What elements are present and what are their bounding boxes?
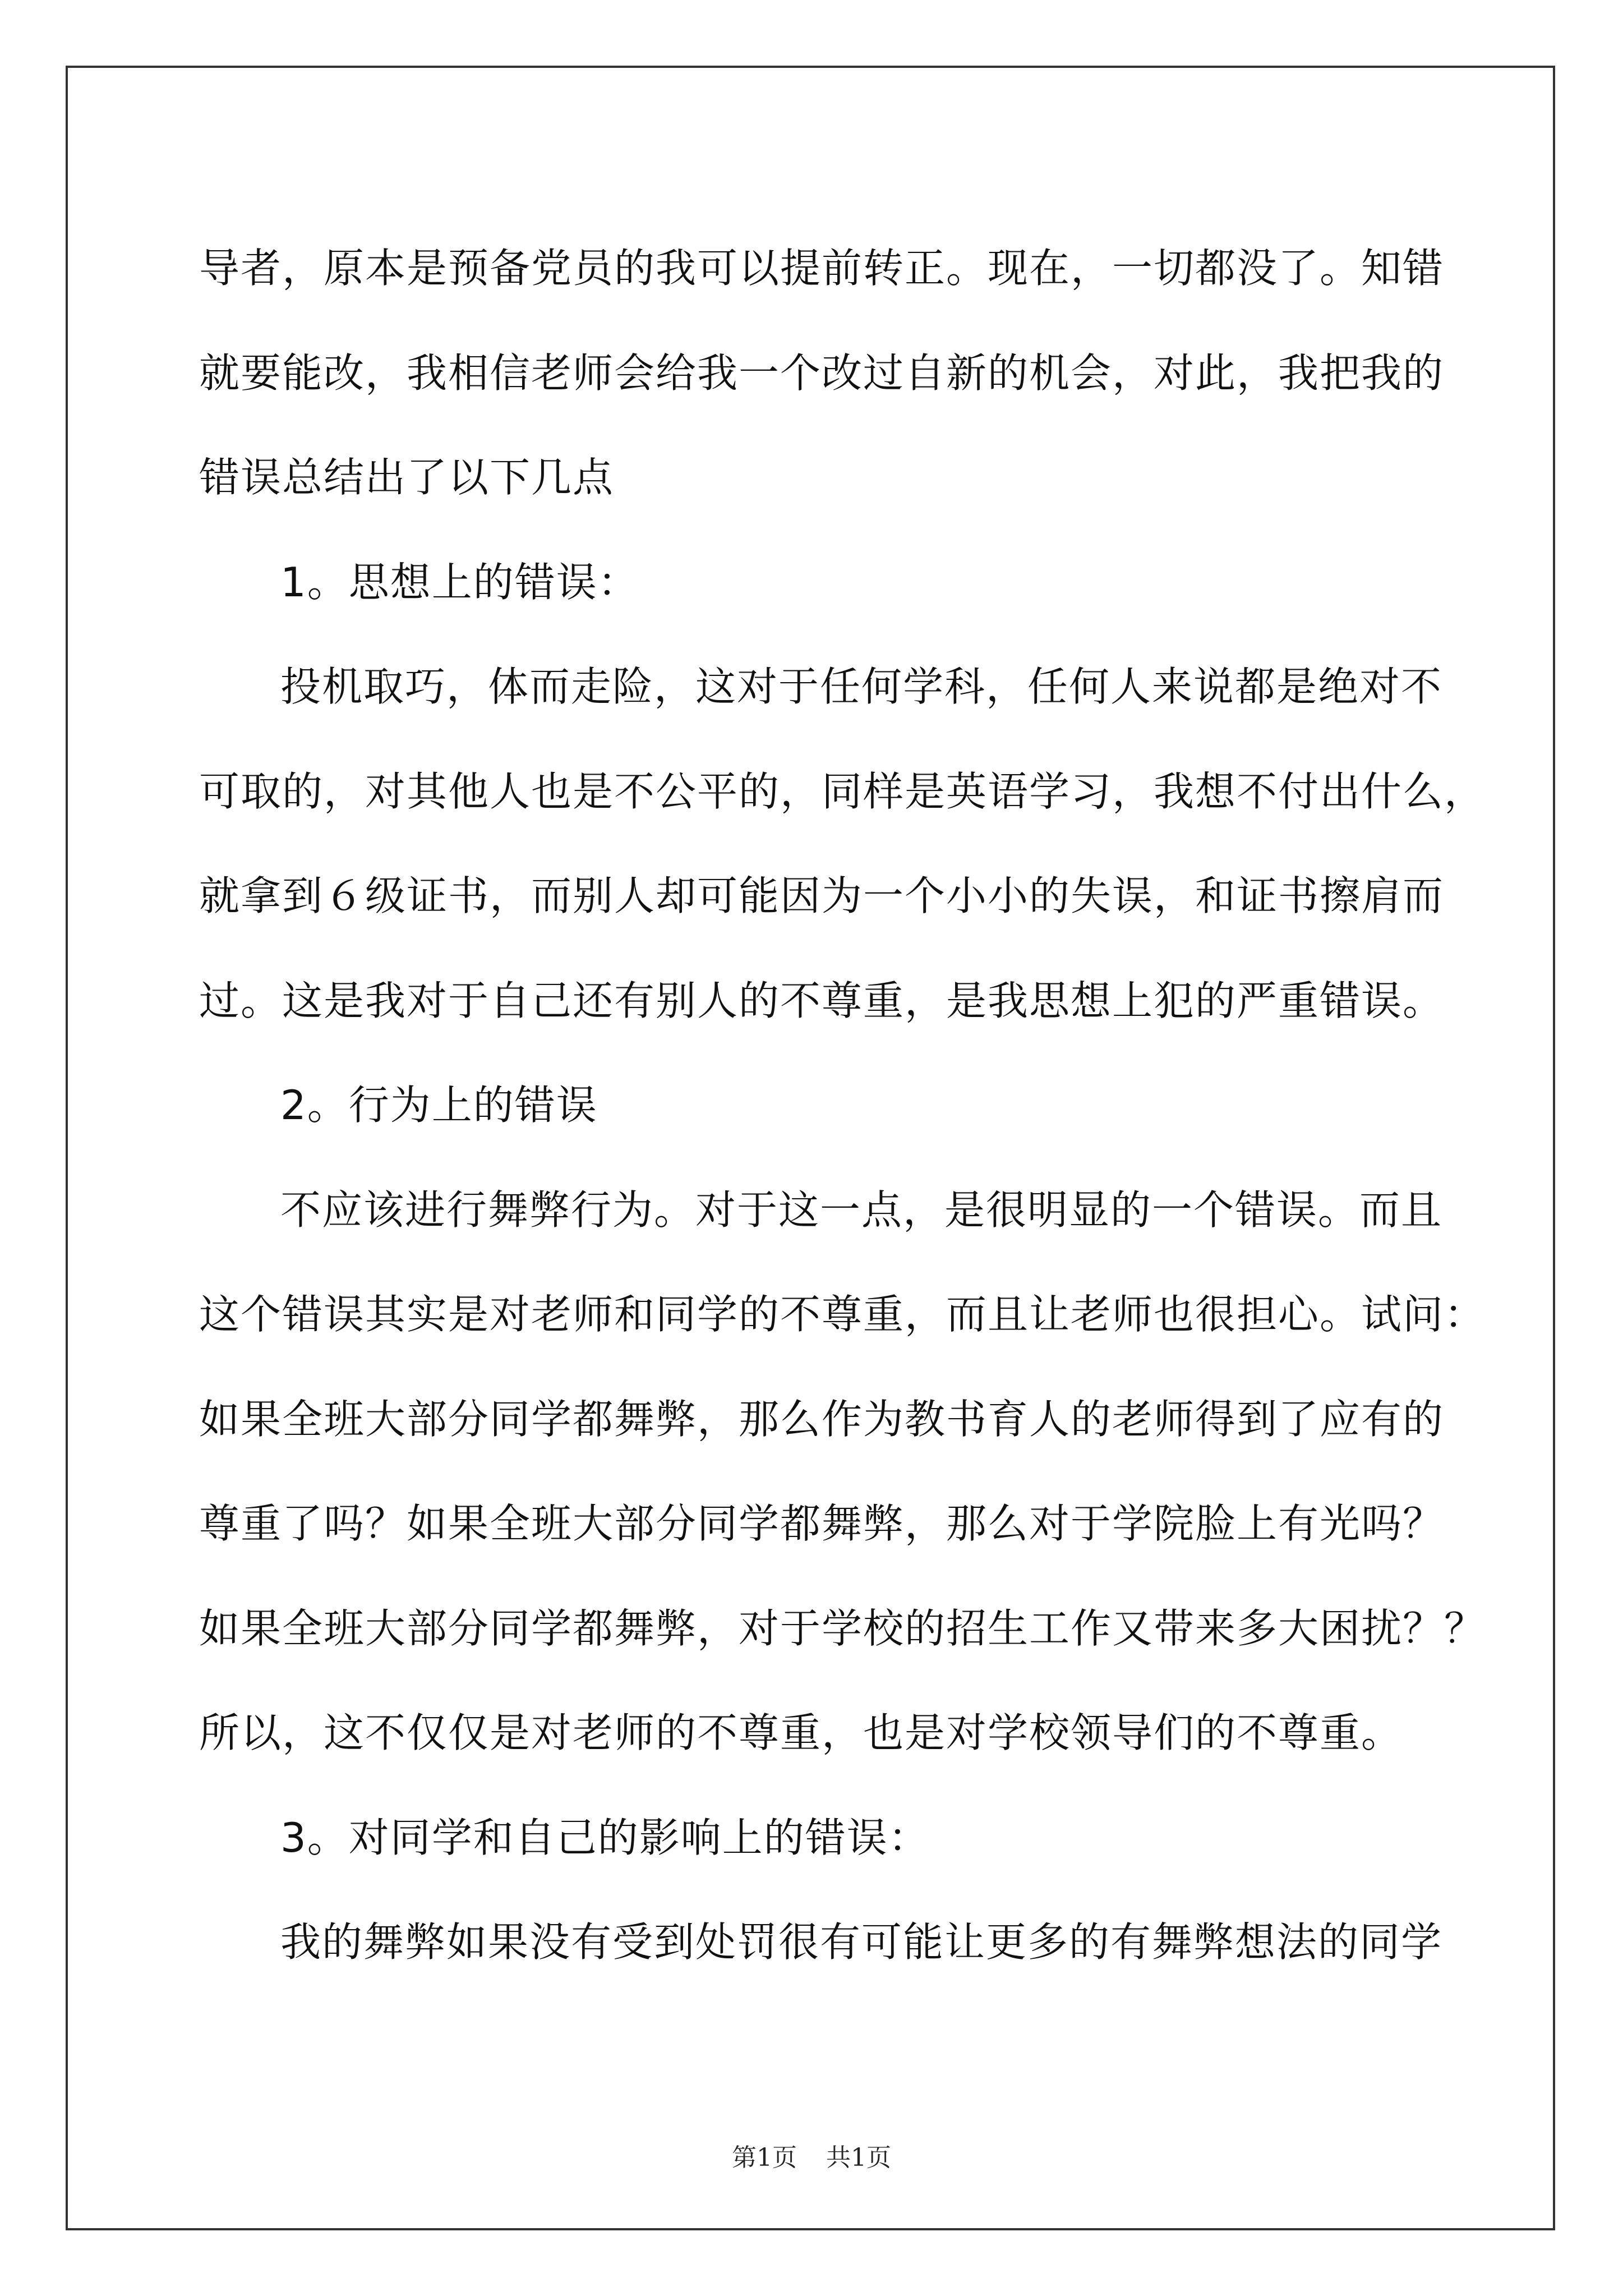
body-line-13: 尊重了吗？如果全班大部分同学都舞弊，那么对于学院脸上有光吗？ xyxy=(199,1500,1445,1547)
page-footer xyxy=(0,2137,1623,2173)
section-heading-2: 2。行为上的错误 xyxy=(280,1082,598,1129)
body-line-8: 过。这是我对于自己还有别人的不尊重，是我思想上犯的严重错误。 xyxy=(199,977,1445,1024)
body-line-7: 就拿到６级证书，而别人却可能因为一个小小的失误，和证书擦肩而 xyxy=(199,872,1445,919)
body-line-2: 就要能改，我相信老师会给我一个改过自新的机会，对此，我把我的 xyxy=(199,349,1445,397)
body-line-11: 这个错误其实是对老师和同学的不尊重，而且让老师也很担心。试问： xyxy=(199,1291,1486,1338)
page-number: 第1页 xyxy=(732,2143,797,2172)
body-line-10: 不应该进行舞弊行为。对于这一点，是很明显的一个错误。而且 xyxy=(280,1186,1443,1234)
section-heading-3: 3。对同学和自己的影响上的错误： xyxy=(280,1814,930,1861)
section-heading-1: 1。思想上的错误： xyxy=(280,558,639,606)
body-line-12: 如果全班大部分同学都舞弊，那么作为教书育人的老师得到了应有的 xyxy=(199,1395,1445,1443)
body-line-5: 投机取巧，体而走险，这对于任何学科，任何人来说都是绝对不 xyxy=(280,663,1443,710)
body-line-14: 如果全班大部分同学都舞弊，对于学校的招生工作又带来多大困扰？？ xyxy=(199,1604,1486,1652)
body-line-15: 所以，这不仅仅是对老师的不尊重，也是对学校领导们的不尊重。 xyxy=(199,1709,1403,1756)
body-line-3: 错误总结出了以下几点 xyxy=(199,454,615,501)
page-total: 共1页 xyxy=(826,2143,891,2172)
document-body xyxy=(199,216,1486,1995)
body-line-1: 导者，原本是预备党员的我可以提前转正。现在，一切都没了。知错 xyxy=(199,245,1445,292)
body-line-6: 可取的，对其他人也是不公平的，同样是英语学习，我想不付出什么， xyxy=(199,767,1486,815)
body-line-17: 我的舞弊如果没有受到处罚很有可能让更多的有舞弊想法的同学 xyxy=(280,1918,1443,1966)
